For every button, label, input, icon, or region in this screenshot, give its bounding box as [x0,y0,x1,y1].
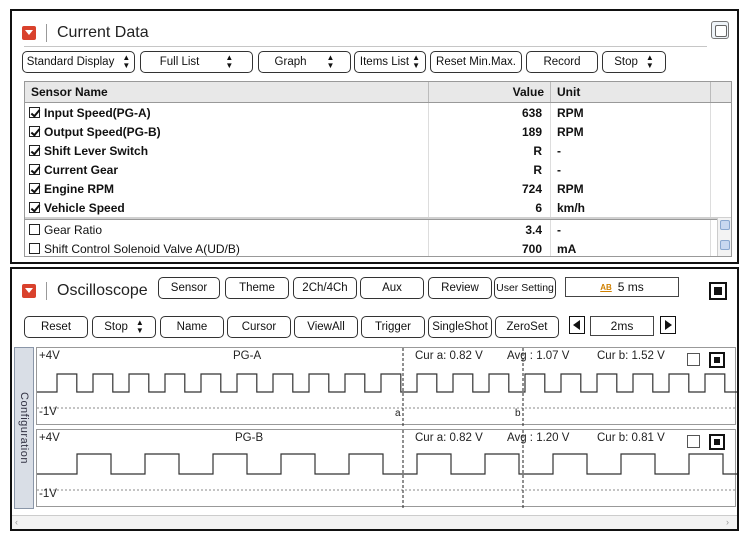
updown-icon: ▲ ▼ [225,53,234,70]
zeroset-label: ZeroSet [506,321,548,333]
time-decrease-icon[interactable] [569,316,585,334]
channel-checkbox[interactable] [687,435,700,448]
sensor-label: Sensor [170,282,208,294]
record-button[interactable] [526,51,598,73]
row-name: Input Speed(PG-A) [44,105,151,120]
sensor-button[interactable] [158,277,220,299]
viewall-button[interactable] [294,316,358,338]
row-value: 3.4 [429,220,551,239]
ab-icon: AB [600,282,612,292]
horizontal-scrollbar[interactable] [12,515,737,529]
bottom-scale-label: -1V [39,406,57,418]
time-increase-icon[interactable] [660,316,676,334]
row-name: Gear Ratio [44,222,103,237]
full-list-label: Full List [159,56,200,68]
row-checkbox[interactable] [29,107,40,118]
row-checkbox[interactable] [29,164,40,175]
row-checkbox[interactable] [29,202,40,213]
channel-select-button[interactable] [709,434,725,450]
record-label: Record [543,56,581,68]
name-button[interactable] [160,316,224,338]
items-list-dropdown[interactable] [354,51,426,73]
configuration-tab[interactable] [14,347,34,509]
row-name: Engine RPM [44,181,115,196]
row-checkbox[interactable] [29,183,40,194]
reset-minmax-label: Reset Min.Max. [436,56,516,68]
aux-label: Aux [382,282,402,294]
updown-icon: ▲ ▼ [645,53,654,70]
scroll-left-icon[interactable]: ‹ [15,517,18,527]
row-name: Shift Lever Switch [44,143,149,158]
updown-icon: ▲ ▼ [135,318,144,335]
user-setting-label: User Setting [496,282,554,294]
table-row[interactable] [25,239,731,257]
graph-dropdown[interactable] [258,51,351,73]
row-unit: - [551,220,711,239]
row-checkbox[interactable] [29,126,40,137]
row-checkbox[interactable] [29,145,40,156]
review-label: Review [441,282,479,294]
singleshot-button[interactable] [428,316,492,338]
table-row[interactable] [25,103,731,122]
updown-icon: ▲ ▼ [122,53,131,70]
table-row[interactable] [25,179,731,198]
title-separator [46,24,47,42]
cursor-b-marker: b [515,408,521,419]
table-row[interactable] [25,141,731,160]
col-sensor-name[interactable]: Sensor Name [25,82,429,102]
cursor-label: Cursor [241,321,277,333]
top-scale-label: +4V [39,432,60,444]
stop-dropdown[interactable] [602,51,666,73]
row-value: 638 [429,103,551,122]
row-name: Current Gear [44,162,119,177]
time-div-value: 2ms [610,319,634,333]
zeroset-button[interactable] [495,316,559,338]
title-separator [46,282,47,300]
scroll-up-icon[interactable] [720,220,730,230]
collapse-icon[interactable] [22,284,36,298]
time-div-display [590,316,654,336]
row-unit: RPM [551,179,711,198]
table-row[interactable] [25,198,731,217]
row-value: 6 [429,198,551,217]
stop-dropdown[interactable] [92,316,156,338]
window-toggle-button[interactable] [711,21,729,39]
row-unit: - [551,160,711,179]
channel-name: PG-B [235,432,264,444]
reset-button[interactable] [24,316,88,338]
table-header [25,82,731,103]
viewall-label: ViewAll [307,321,345,333]
average-readout: Avg : 1.07 V [507,350,570,362]
review-button[interactable] [428,277,492,299]
row-value: R [429,141,551,160]
row-value: 724 [429,179,551,198]
channel-mode-label: 2Ch/4Ch [302,282,348,294]
standard-display-dropdown[interactable] [22,51,135,73]
table-row[interactable] [25,220,731,239]
row-checkbox[interactable] [29,224,40,235]
current-data-panel [10,9,739,264]
current-data-header [22,21,149,45]
row-unit: mA [551,239,711,257]
panel-select-button[interactable] [709,282,727,300]
row-checkbox[interactable] [29,243,40,254]
channel-pg-b[interactable] [36,429,736,507]
cursor-a-readout: Cur a: 0.82 V [415,350,483,362]
average-readout: Avg : 1.20 V [507,432,570,444]
user-setting-button[interactable] [494,277,556,299]
bottom-scale-label: -1V [39,488,57,500]
row-unit: RPM [551,122,711,141]
sensor-table [24,81,732,257]
channel-mode-button[interactable] [293,277,357,299]
timebase-value: 5 ms [617,280,644,294]
row-unit: RPM [551,103,711,122]
cursor-b-readout: Cur b: 0.81 V [597,432,665,444]
channel-pg-a[interactable] [36,347,736,425]
title-underline [24,46,707,47]
collapse-icon[interactable] [22,26,36,40]
top-scale-label: +4V [39,350,60,362]
theme-label: Theme [239,282,275,294]
table-scrollbar[interactable] [717,218,731,256]
items-list-label: Items List [359,56,410,68]
row-name: Shift Control Solenoid Valve A(UD/B) [44,241,240,256]
standard-display-label: Standard Display [26,56,115,68]
cursor-a-readout: Cur a: 0.82 V [415,432,483,444]
col-value[interactable]: Value [429,82,551,102]
current-data-title: Current Data [57,24,149,41]
oscilloscope-panel [10,267,739,531]
stop-label: Stop [104,321,128,333]
table-row[interactable] [25,122,731,141]
cursor-a-marker: a [395,408,401,419]
scroll-down-icon[interactable] [720,240,730,250]
name-label: Name [176,321,208,333]
oscilloscope-header [22,279,148,303]
reset-label: Reset [40,321,72,333]
row-name: Vehicle Speed [44,200,125,215]
configuration-label: Configuration [18,392,30,464]
aux-button[interactable] [360,277,424,299]
timebase-display[interactable] [565,277,679,297]
updown-icon: ▲ ▼ [326,53,335,70]
theme-button[interactable] [225,277,289,299]
updown-icon: ▲ ▼ [412,53,421,70]
table-row[interactable] [25,160,731,179]
row-name: Output Speed(PG-B) [44,124,161,139]
row-value: 189 [429,122,551,141]
row-unit: km/h [551,198,711,217]
channel-checkbox[interactable] [687,353,700,366]
graph-label: Graph [274,56,307,68]
oscilloscope-title: Oscilloscope [57,282,148,299]
trigger-label: Trigger [375,321,411,333]
trigger-button[interactable] [361,316,425,338]
cursor-b-readout: Cur b: 1.52 V [597,350,665,362]
row-value: 700 [429,239,551,257]
full-list-dropdown[interactable] [140,51,253,73]
stop-label: Stop [614,56,638,68]
cursor-button[interactable] [227,316,291,338]
row-unit: - [551,141,711,160]
singleshot-label: SingleShot [432,321,488,333]
channel-name: PG-A [233,350,262,362]
reset-minmax-button[interactable] [430,51,522,73]
channel-select-button[interactable] [709,352,725,368]
scroll-right-icon[interactable]: › [726,517,729,527]
row-value: R [429,160,551,179]
col-unit[interactable]: Unit [551,82,711,102]
